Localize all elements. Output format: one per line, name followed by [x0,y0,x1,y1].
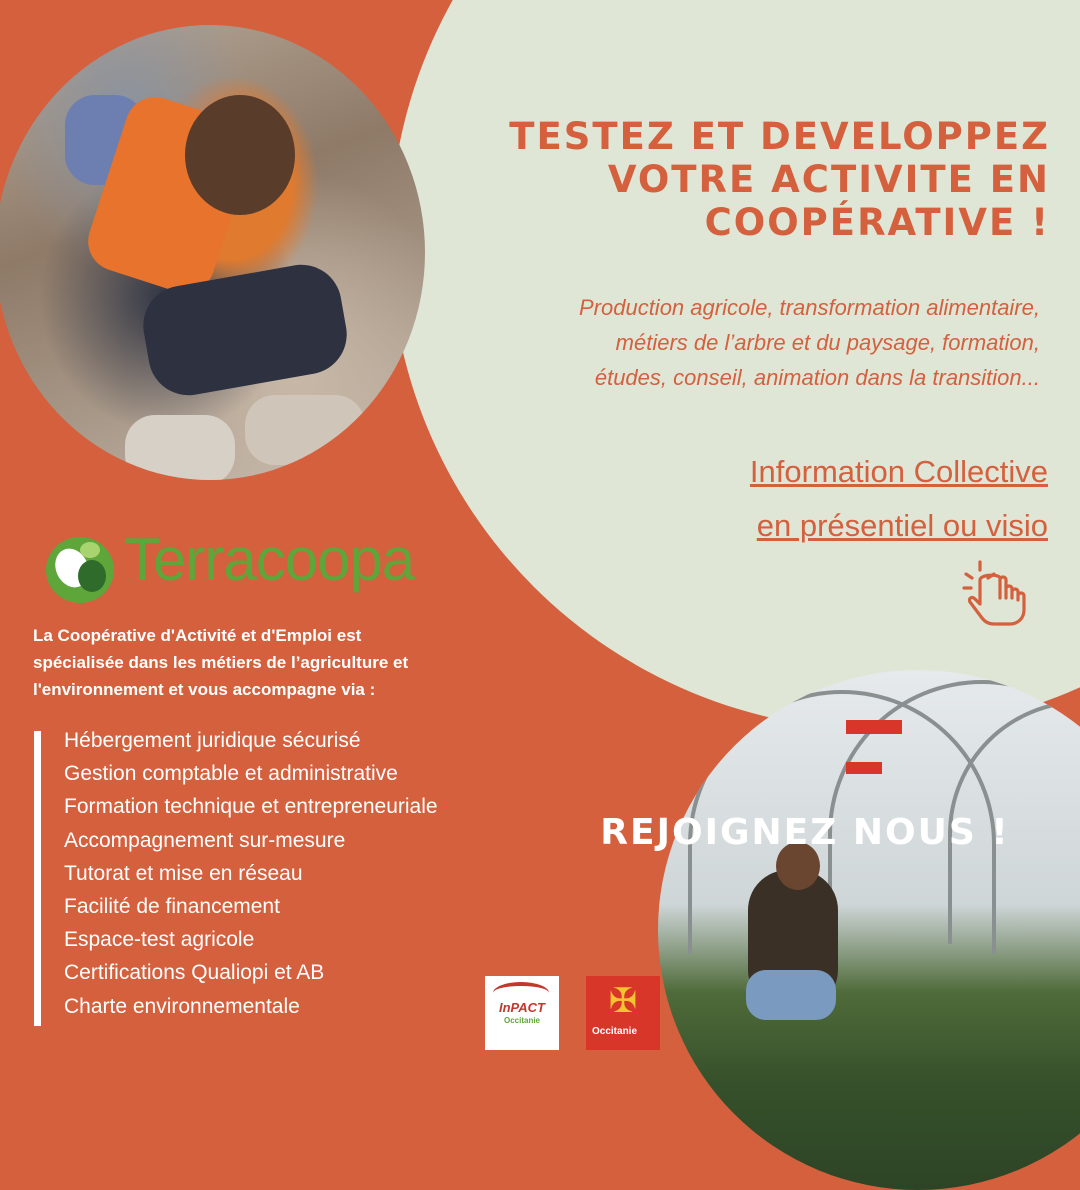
list-item: Tutorat et mise en réseau [64,861,303,885]
intro-line-2: spécialisée dans les métiers de l’agriculture et [33,653,409,672]
list-item: Espace-test agricole [64,928,255,952]
terracoopa-mark-icon [42,528,124,606]
join-us-heading: REJOIGNEZ NOUS ! [600,812,1010,853]
list-item: Facilité de financement [64,895,280,919]
list-item: Certifications Qualiopi et AB [64,961,325,985]
list-item: Hébergement juridique sécurisé [64,729,361,752]
occitan-cross-icon: ✠ [608,982,638,1020]
tap-hand-icon[interactable] [958,558,1033,628]
inpact-logo [485,976,559,1050]
intro-line-1: La Coopérative d'Activité et d'Emploi est [33,626,362,645]
headline-line-1: TESTEZ ET DEVELOPPEZ [509,115,1050,158]
headline [450,115,1050,244]
greenhouse-photo [658,670,1080,1190]
services-list [64,724,438,1023]
terracoopa-wordmark: Terracoopa [124,526,415,593]
info-session-link-line-1[interactable]: Information Collective [749,454,1048,489]
subtitle-line-2: métiers de l’arbre et du paysage, formation, [615,330,1040,355]
region-name: Occitanie [592,1026,638,1037]
subtitle [450,290,1040,395]
intro-text [33,622,523,703]
list-item: Gestion comptable et administrative [64,762,398,786]
worker-photo [0,25,425,480]
subtitle-line-3: études, conseil, animation dans la transition... [594,365,1040,390]
info-session [560,445,1048,553]
list-item: Charte environnementale [64,994,300,1018]
headline-line-3: COOPÉRATIVE ! [704,201,1050,244]
inpact-sub: Occitanie [503,1016,540,1025]
list-item: Formation technique et entrepreneuriale [64,795,438,819]
headline-line-2: VOTRE ACTIVITE EN [607,158,1050,201]
intro-line-3: l'environnement et vous accompagne via : [33,680,376,699]
region-occitanie-logo [586,976,660,1050]
info-session-link-line-2[interactable]: en présentiel ou visio [756,508,1048,543]
list-accent-bar [34,731,41,1026]
inpact-name: InPACT [499,1000,545,1015]
subtitle-line-1: Production agricole, transformation alimentaire, [578,295,1040,320]
list-item: Accompagnement sur-mesure [64,828,346,852]
terracoopa-logo [42,520,452,610]
